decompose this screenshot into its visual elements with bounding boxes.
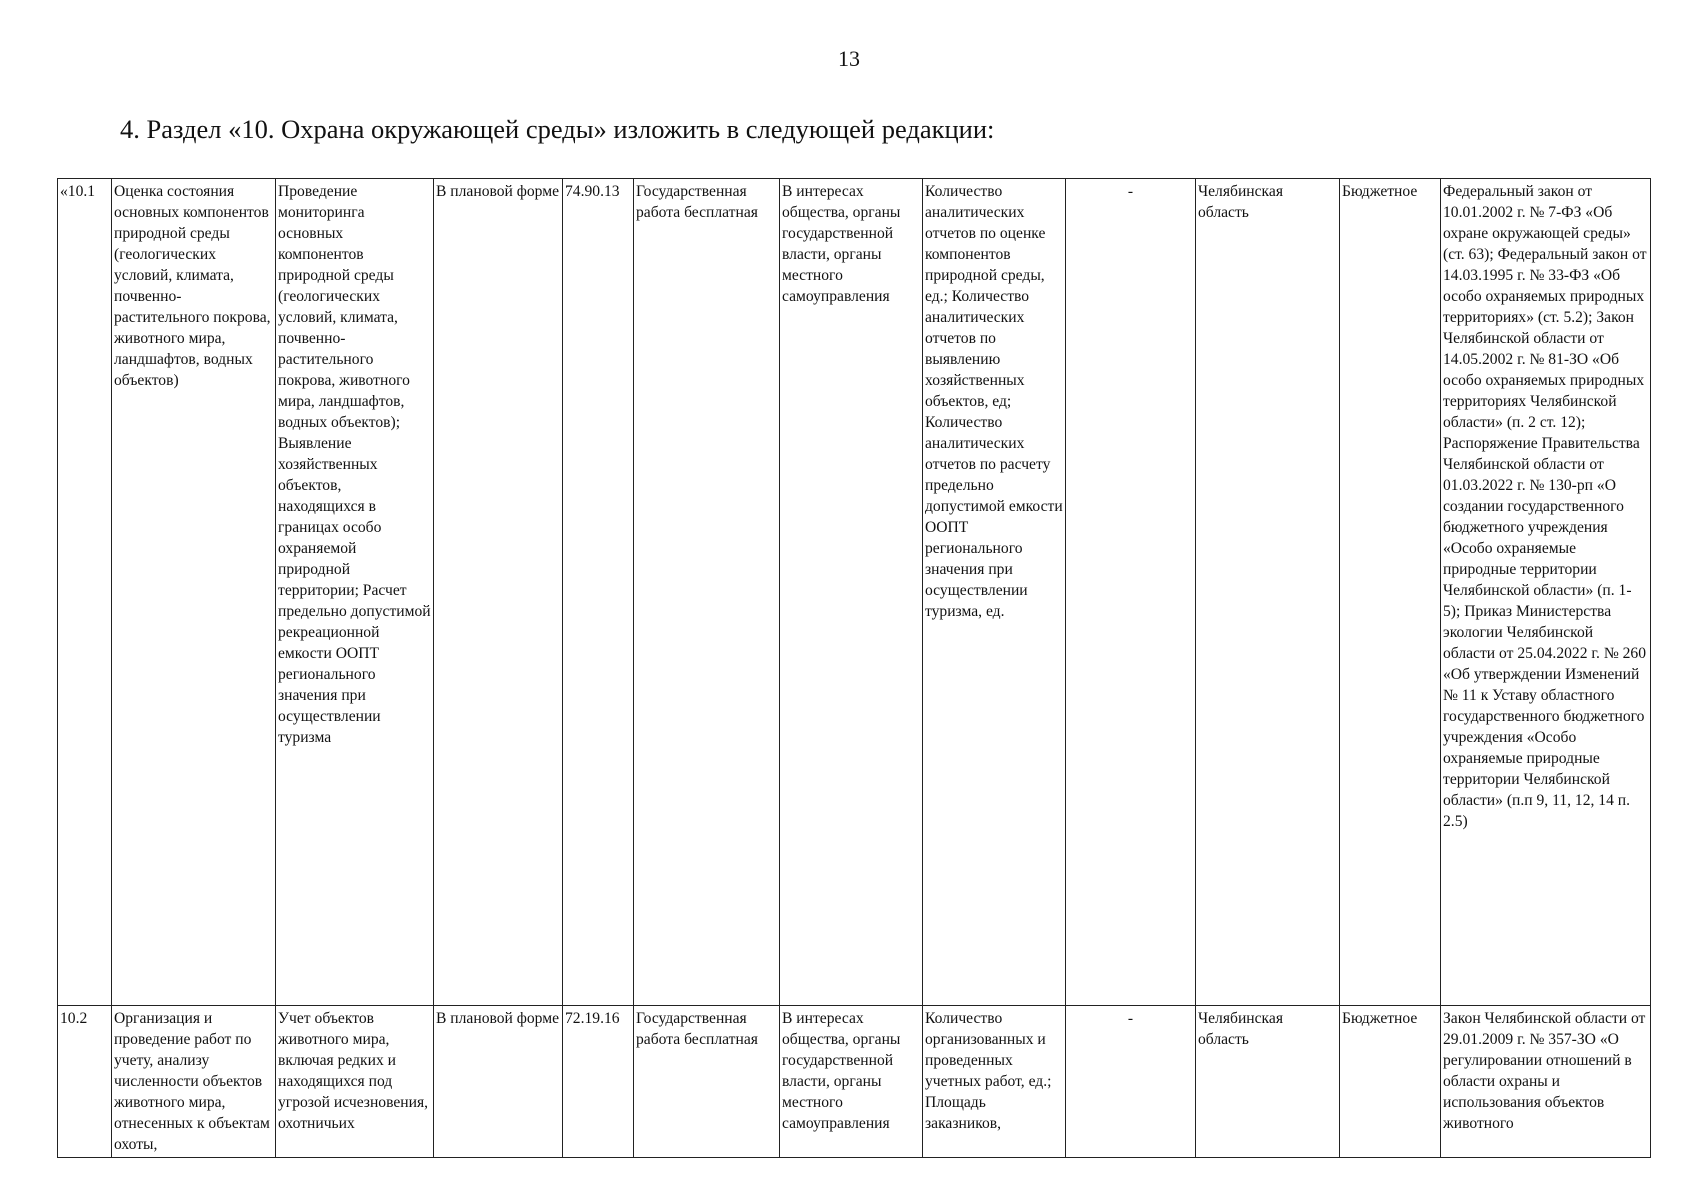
services-table xyxy=(57,178,1651,1158)
service-budget: Бюджетное xyxy=(1340,179,1441,1006)
service-consumers: В интересах общества, органы государственной власти, органы местного самоуправления xyxy=(780,1006,923,1158)
service-code: 72.19.16 xyxy=(563,1006,634,1158)
table-row xyxy=(58,179,1651,1006)
service-form: В плановой форме xyxy=(434,179,563,1006)
table-row xyxy=(58,1006,1651,1158)
service-consumers: В интересах общества, органы государственной власти, органы местного самоуправления xyxy=(780,179,923,1006)
page-number: 13 xyxy=(838,46,860,71)
service-law: Федеральный закон от 10.01.2002 г. № 7-ФЗ «Об охране окружающей среды» (ст. 63); Федеральный закон от 14.03.1995 г. № 33-ФЗ «Об особо охраняемых природных территориях» (ст. 5.2); Закон Челябинской области от 14.05.2002 г. № 81-ЗО «Об особо охраняемых природных территориях Челябинской области» (п. 2 ст. 12); Распоряжение Правительства Челябинской области от 01.03.2022 г. № 130-рп «О создании государственного бюджетного учреждения «Особо охраняемые природные территории Челябинской области» (п. 1-5); Приказ Министерства экологии Челябинской области от 25.04.2022 г. № 260 «Об утверждении Изменений № 11 к Уставу областного государственного бюджетного учреждения «Особо охраняемые природные территории Челябинской области» (п.п 9, 11, 12, 14 п. 2.5) xyxy=(1441,179,1651,1006)
service-name: Оценка состояния основных компонентов природной среды (геологических условий, климата, почвенно-растительного покрова, животного мира, ландшафтов, водных объектов) xyxy=(112,179,276,1006)
service-dash: - xyxy=(1066,1006,1196,1158)
service-dash: - xyxy=(1066,179,1196,1006)
section-heading: 4. Раздел «10. Охрана окружающей среды» изложить в следующей редакции: xyxy=(120,114,995,144)
service-budget: Бюджетное xyxy=(1340,1006,1441,1158)
service-type: Государственная работа бесплатная xyxy=(634,1006,780,1158)
row-number: «10.1 xyxy=(58,179,112,1006)
service-indicators: Количество аналитических отчетов по оценке компонентов природной среды, ед.; Количество аналитических отчетов по выявлению хозяйственных объектов, ед; Количество аналитических отчетов по расчету предельно допустимой емкости ООПТ регионального значения при осуществлении туризма, ед. xyxy=(923,179,1066,1006)
row-number: 10.2 xyxy=(58,1006,112,1158)
service-content: Учет объектов животного мира, включая редких и находящихся под угрозой исчезновения, охотничьих xyxy=(276,1006,434,1158)
service-indicators: Количество организованных и проведенных учетных работ, ед.; Площадь заказников, xyxy=(923,1006,1066,1158)
service-type: Государственная работа бесплатная xyxy=(634,179,780,1006)
service-name: Организация и проведение работ по учету, анализу численности объектов животного мира, отнесенных к объектам охоты, xyxy=(112,1006,276,1158)
service-code: 74.90.13 xyxy=(563,179,634,1006)
service-region: Челябинская область xyxy=(1196,1006,1340,1158)
service-content: Проведение мониторинга основных компонентов природной среды (геологических условий, климата, почвенно-растительного покрова, животного мира, ландшафтов, водных объектов); Выявление хозяйственных объектов, находящихся в границах особо охраняемой природной территории; Расчет предельно допустимой рекреационной емкости ООПТ регионального значения при осуществлении туризма xyxy=(276,179,434,1006)
service-region: Челябинская область xyxy=(1196,179,1340,1006)
service-law: Закон Челябинской области от 29.01.2009 г. № 357-ЗО «О регулировании отношений в области охраны и использования объектов животного xyxy=(1441,1006,1651,1158)
service-form: В плановой форме xyxy=(434,1006,563,1158)
